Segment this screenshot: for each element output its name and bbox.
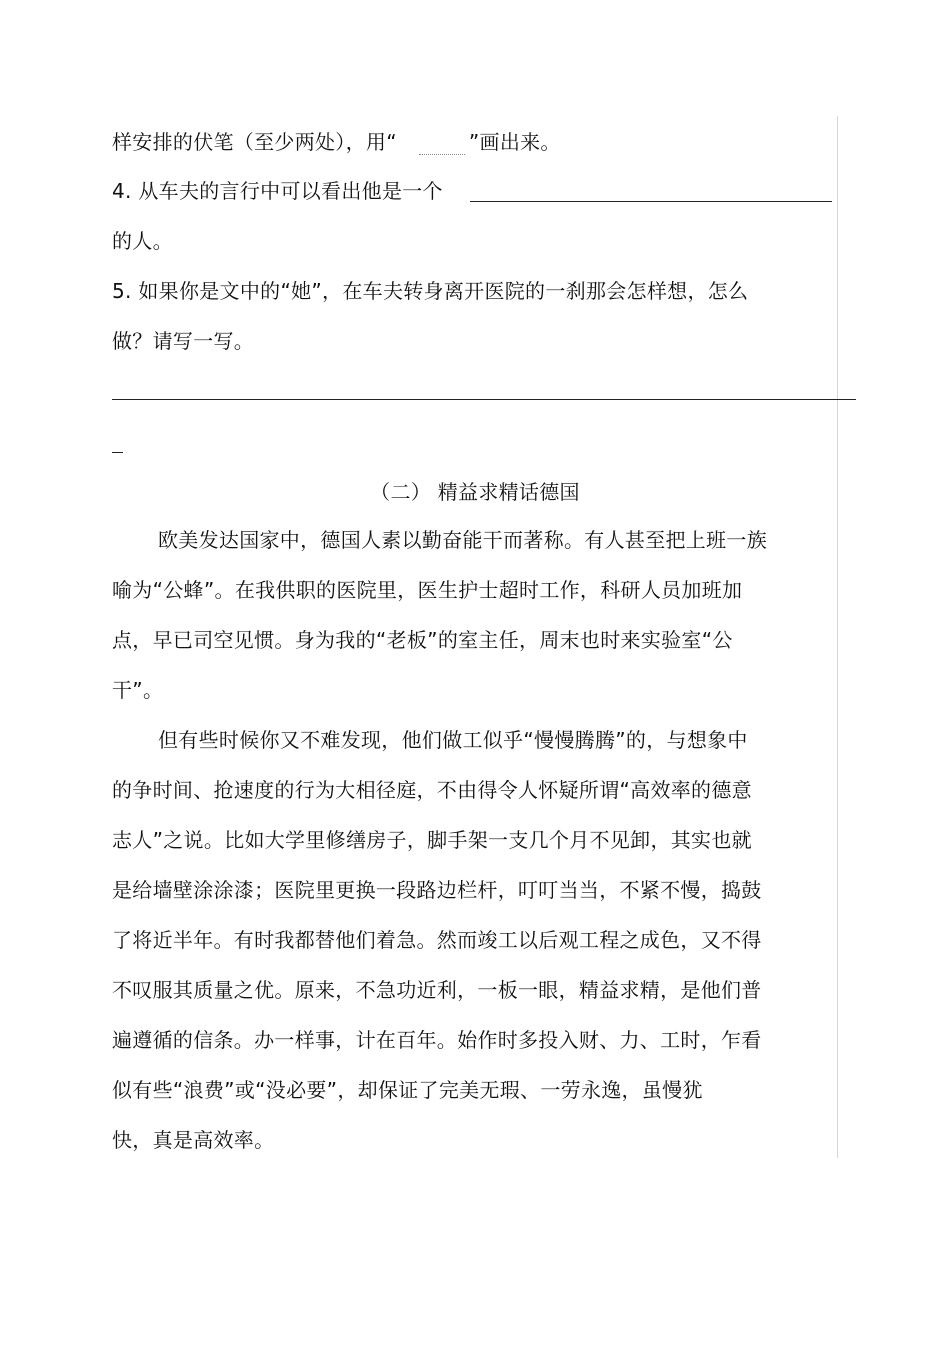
passage-p2-line: 的争时间、抢速度的行为大相径庭，不由得令人怀疑所谓“高效率的德意 <box>112 778 752 802</box>
wavy-underline-sample <box>419 132 465 155</box>
passage-p2-line: 但有些时候你又不难发现，他们做工似乎“慢慢腾腾”的，与想象中 <box>158 728 748 752</box>
answer-line-dash <box>112 452 123 453</box>
passage-p2-line: 志人”之说。比如大学里修缮房子，脚手架一支几个月不见卸，其实也就 <box>112 828 752 852</box>
passage-p1-line: 欧美发达国家中，德国人素以勤奋能干而著称。有人甚至把上班一族 <box>158 528 767 552</box>
question-5-line2: 做？请写一写。 <box>112 329 255 353</box>
passage-p1-line: 点，早已司空见惯。身为我的“老板”的室主任，周末也时来实验室“公 <box>112 628 733 652</box>
question-4-line2: 的人。 <box>112 229 173 253</box>
passage-p2-line: 快，真是高效率。 <box>112 1128 275 1152</box>
passage-p1-line: 干”。 <box>112 678 164 702</box>
section-title: （二） 精益求精话德国 <box>370 480 580 504</box>
question-3-text-before: 样安排的伏笔（至少两处），用“ <box>112 130 397 154</box>
question-4-line1: 4. 从车夫的言行中可以看出他是一个 <box>112 179 443 203</box>
question-5-answer-line[interactable] <box>112 399 856 400</box>
question-3-text-after: ”画出来。 <box>468 130 561 154</box>
question-3-tail <box>112 128 561 156</box>
passage-p2-line: 似有些“浪费”或“没必要”，却保证了完美无瑕、一劳永逸，虽慢犹 <box>112 1078 703 1102</box>
page-margin-rule <box>837 116 838 1158</box>
passage-p1-line: 喻为“公蜂”。在我供职的医院里，医生护士超时工作，科研人员加班加 <box>112 578 743 602</box>
passage-p2-line: 是给墙壁涂涂漆；医院里更换一段路边栏杆，叮叮当当，不紧不慢，捣鼓 <box>112 878 762 902</box>
passage-p2-line: 遍遵循的信条。办一样事，计在百年。始作时多投入财、力、工时，乍看 <box>112 1028 762 1052</box>
passage-p2-line: 不叹服其质量之优。原来，不急功近利，一板一眼，精益求精，是他们普 <box>112 978 762 1002</box>
passage-p2-line: 了将近半年。有时我都替他们着急。然而竣工以后观工程之成色，又不得 <box>112 928 762 952</box>
question-4-answer-blank[interactable] <box>470 201 832 202</box>
question-5-line1: 5. 如果你是文中的“她”，在车夫转身离开医院的一刹那会怎样想，怎么 <box>112 279 749 303</box>
